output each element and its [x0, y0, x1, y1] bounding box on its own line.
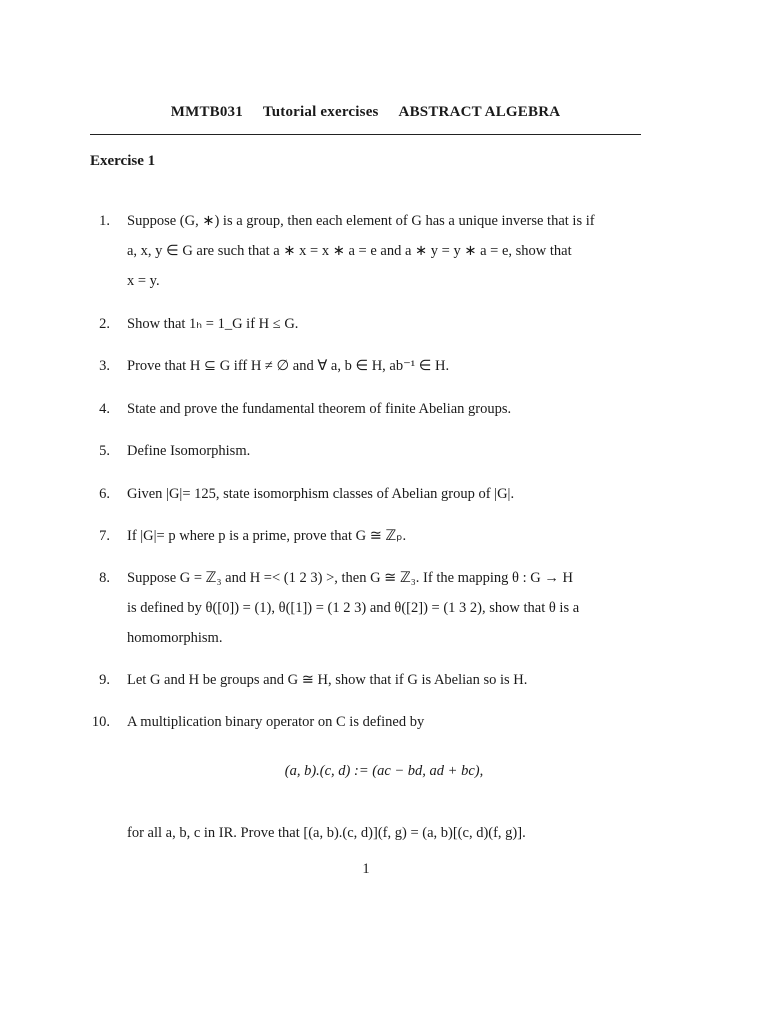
exercise-text: [127, 309, 645, 339]
exercise-text: [127, 521, 645, 551]
exercise-text: [127, 206, 645, 296]
exercise-item: [90, 479, 645, 509]
exercise-number: 6.: [99, 486, 110, 502]
exercise-number: 5.: [99, 443, 110, 459]
exercise-line: Suppose G = ℤ₃ and H =< (1 2 3) >, then G ≅ ℤ₃. If the mapping θ : G → H: [127, 570, 573, 586]
header-rule: [90, 134, 641, 135]
exercise-line: Show that 1ₕ = 1_G if H ≤ G.: [127, 316, 299, 332]
exercise-line: homomorphism.: [127, 630, 223, 646]
exercise-line: for all a, b, c in IR. Prove that [(a, b).(c, d)](f, g) = (a, b)[(c, d)(f, g)].: [127, 825, 526, 841]
exercise-line: A multiplication binary operator on C is defined by: [127, 714, 425, 730]
exercise-number: 1.: [99, 213, 110, 229]
exercise-item: [90, 309, 645, 339]
exercise-line: a, x, y ∈ G are such that a ∗ x = x ∗ a = e and a ∗ y = y ∗ a = e, show that: [127, 243, 572, 259]
exercise-line: Prove that H ⊆ G iff H ≠ ∅ and ∀ a, b ∈ H, ab⁻¹ ∈ H.: [127, 358, 450, 374]
exercise-number: 8.: [99, 570, 110, 586]
exercise-text: [127, 436, 645, 466]
course-code: MMTB031: [170, 104, 243, 120]
exercise-line: If |G|= p where p is a prime, prove that G ≅ ℤₚ.: [127, 528, 407, 544]
exercise-line: x = y.: [127, 273, 160, 289]
exercise-line: State and prove the fundamental theorem of finite Abelian groups.: [127, 401, 512, 417]
exercise-text: [127, 707, 645, 737]
exercise-item: [90, 206, 645, 296]
exercise-number: 3.: [99, 358, 110, 374]
exercise-number: 2.: [99, 316, 110, 332]
exercise-number: 9.: [99, 672, 110, 688]
display-equation: (a, b).(c, d) := (ac − bd, ad + bc),: [284, 763, 484, 779]
page-number: 1: [362, 861, 370, 877]
exercise-text: [127, 351, 645, 381]
exercise-text: [127, 479, 645, 509]
exercise-line: is defined by θ([0]) = (1), θ([1]) = (1 2 3) and θ([2]) = (1 3 2), show that θ is a: [127, 600, 580, 616]
exercise-item: [90, 436, 645, 466]
document-header: [90, 104, 641, 121]
exercise-line: Define Isomorphism.: [127, 443, 251, 459]
exercise-text: [127, 665, 645, 695]
exercise-text: [127, 563, 645, 653]
exercise-item: [90, 521, 645, 551]
exercise-number: 4.: [99, 401, 110, 417]
exercise-number: 7.: [99, 528, 110, 544]
exercise-text: [127, 818, 645, 848]
exercise-number: 10.: [91, 714, 110, 730]
exercise-item: [90, 707, 645, 737]
document-type: Tutorial exercises: [262, 104, 379, 120]
exercise-item: [90, 563, 645, 653]
exercise-line: Suppose (G, ∗) is a group, then each element of G has a unique inverse that is if: [127, 213, 595, 229]
exercise-item: [90, 351, 645, 381]
exercise-line: Given |G|= 125, state isomorphism classes of Abelian group of |G|.: [127, 486, 515, 502]
exercise-continuation: [90, 818, 645, 848]
exercise-item: [90, 665, 645, 695]
exercise-line: Let G and H be groups and G ≅ H, show that if G is Abelian so is H.: [127, 672, 528, 688]
section-title: Exercise 1: [90, 153, 156, 169]
exercise-text: [127, 394, 645, 424]
subject-title: ABSTRACT ALGEBRA: [398, 104, 561, 120]
exercise-item: [90, 394, 645, 424]
